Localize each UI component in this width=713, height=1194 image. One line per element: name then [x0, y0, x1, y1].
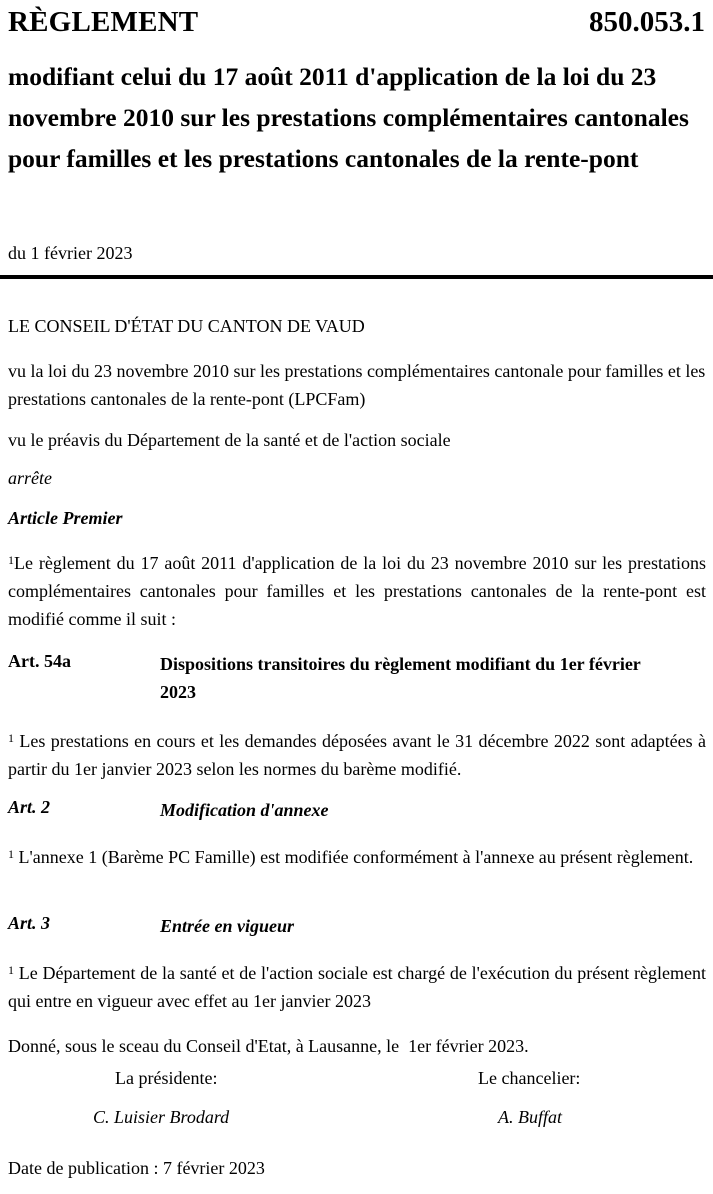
paragraph-text: Le Département de la santé et de l'action sociale est chargé de l'exécution du présent règlement qui entre en vigueur avec effet au 1er janvier 2023 [8, 963, 707, 1011]
article-paragraph [8, 959, 706, 1015]
paragraph-text: Le règlement du 17 août 2011 d'application de la loi du 23 novembre 2010 sur les prestations complémentaires cantonales pour familles et les prestations cantonales de la rente-pont est modifié comme il suit : [8, 553, 706, 629]
paragraph-number: 1 [8, 731, 14, 745]
header-divider [0, 275, 713, 279]
article-paragraph [8, 727, 706, 783]
signature-name-left: C. Luisier Brodard [93, 1107, 230, 1127]
article-title: Modification d'annexe [160, 800, 329, 820]
article-paragraph [8, 843, 706, 871]
document-number: 850.053.1 [589, 6, 705, 38]
consideration-2: vu le préavis du Département de la santé et de l'action sociale [8, 430, 451, 450]
article-number: Art. 54a [8, 651, 71, 671]
consideration-1: vu la loi du 23 novembre 2010 sur les prestations complémentaires cantonale pour familles et les prestations cantonales de la rente-pont (LPCFam) [8, 361, 706, 409]
article-title: Dispositions transitoires du règlement modifiant du 1er février 2023 [160, 654, 641, 702]
publication-date: Date de publication : 7 février 2023 [8, 1158, 265, 1178]
given-statement: Donné, sous le sceau du Conseil d'Etat, à Lausanne, le 1er février 2023. [8, 1036, 529, 1056]
authority: LE CONSEIL D'ÉTAT DU CANTON DE VAUD [8, 316, 365, 336]
document-date: du 1 février 2023 [8, 243, 133, 263]
paragraph-text: L'annexe 1 (Barème PC Famille) est modifiée conformément à l'annexe au présent règlement. [18, 847, 694, 867]
paragraph-number: 1 [8, 847, 14, 861]
article-premier-heading: Article Premier [8, 508, 123, 528]
signature-role-right: Le chancelier: [478, 1068, 581, 1088]
decree: arrête [8, 468, 52, 488]
paragraph-number: 1 [8, 963, 14, 977]
article-number: Art. 2 [8, 797, 51, 817]
article-title: Entrée en vigueur [160, 916, 295, 936]
signature-role-left: La présidente: [115, 1068, 218, 1088]
document-title: modifiant celui du 17 août 2011 d'application de la loi du 23 novembre 2010 sur les prestations complémentaires cantonales pour familles et les prestations cantonales de la rente-pont [8, 62, 689, 173]
paragraph-number: 1 [8, 553, 14, 567]
paragraph-text: Les prestations en cours et les demandes déposées avant le 31 décembre 2022 sont adaptées à partir du 1er janvier 2023 selon les normes du barème modifié. [8, 731, 706, 779]
article-premier-paragraph [8, 549, 706, 633]
signature-name-right: A. Buffat [498, 1107, 562, 1127]
article-number: Art. 3 [8, 913, 51, 933]
document-type: RÈGLEMENT [8, 6, 199, 38]
